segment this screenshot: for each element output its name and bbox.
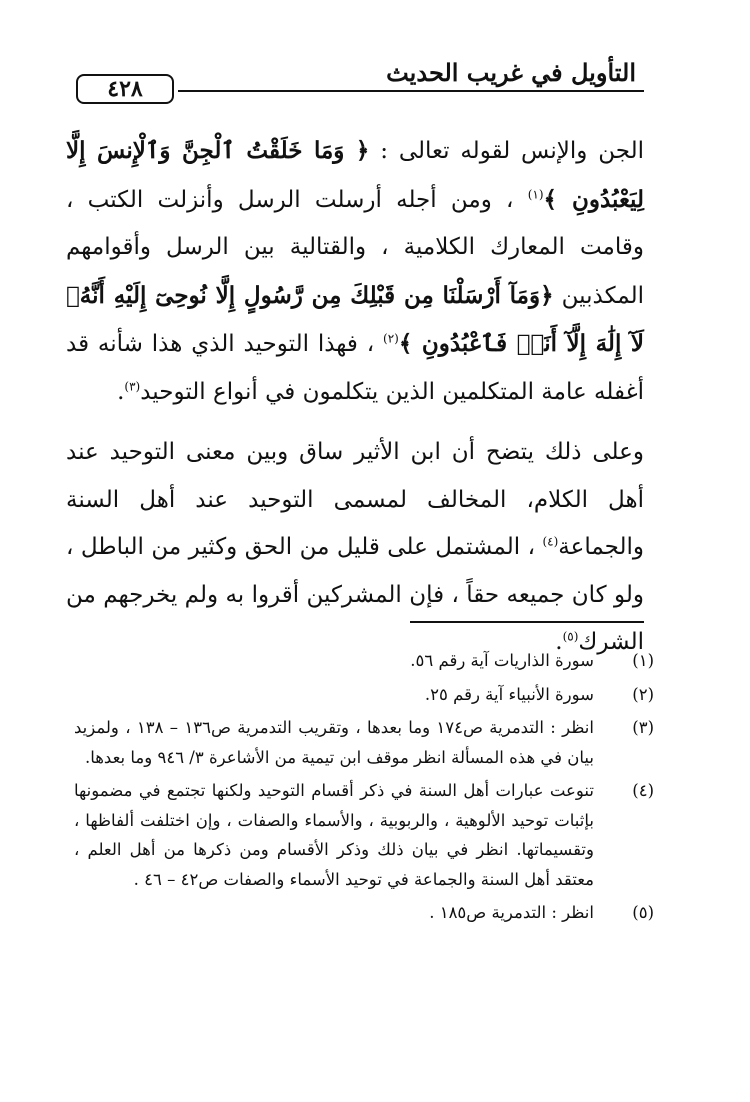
text-span: ، فهذا التوحيد الذي هذا شأنه قد أغفله عامة المتكلمين الذين يتكلمون في أنواع التوحيد (66, 331, 644, 405)
page-number: ٤٢٨ (76, 74, 174, 104)
paragraph-gap (66, 416, 644, 429)
paragraph-2 (66, 429, 644, 667)
footnote-item (74, 898, 654, 928)
footnote-item (74, 713, 654, 772)
text-span: ، المشتمل على قليل من الحق وكثير من الباطل ، ولو كان جميعه حقاً ، فإن المشركين أقروا به ولم يخرجهم من الشرك (66, 534, 644, 655)
footnote-item (74, 646, 654, 676)
footnote-item (74, 680, 654, 710)
footnote-number: (١) (632, 651, 654, 670)
paragraph-1 (66, 127, 644, 416)
footnote-marker: (٤) (542, 534, 559, 549)
quran-verse: ﴿وَمَآ أَرْسَلْنَا مِن قَبْلِكَ مِن رَّسُولٍ إِلَّا نُوحِىٓ إِلَيْهِ أَنَّهُۥ لَآ إِلَٰهَ إِلَّآ أَنَا۠ فَٱعْبُدُونِ ﴾ (66, 281, 644, 357)
book-title: التأويل في غريب الحديث (386, 58, 636, 87)
text-span: . (555, 629, 563, 655)
footnote-text: انظر : التدمرية ص١٧٤ وما بعدها ، وتقريب التدمرية ص١٣٦ – ١٣٨ ، ولمزيد بيان في هذه المسألة انظر موقف ابن تيمية من الأشاعرة ٣/ ٩٤٦ وما بعدها. (74, 718, 594, 767)
page-header (68, 52, 644, 102)
text-span: ، ومن أجله أرسلت الرسل وأنزلت الكتب ، وقامت المعارك الكلامية ، والقتالية بين الرسل وأقوامهم المكذبين (66, 186, 644, 309)
footnote-marker: (٢) (383, 331, 399, 346)
footnote-text: انظر : التدمرية ص١٨٥ . (429, 903, 594, 922)
text-span: الجن والإنس لقوله تعالى : (369, 138, 644, 164)
text-span: . (117, 378, 125, 405)
footnote-marker: (٥) (562, 629, 579, 644)
footnote-text: تنوعت عبارات أهل السنة في ذكر أقسام التوحيد ولكنها تجتمع في مضمونها بإثبات توحيد الألوهية ، والربوبية ، والأسماء والصفات ، وإن اختلفت ألفاظها ، وتقسيماتها. انظر في بيان ذلك وذكر الأقسام ومن ذكرها من أهل العلم ، معتقد أهل السنة والجماعة في توحيد الأسماء والصفات ص٤٢ – ٤٦ . (74, 781, 594, 889)
footnotes (74, 646, 654, 932)
footnote-number: (٥) (632, 903, 654, 922)
footnote-number: (٣) (632, 718, 654, 737)
text-span: وعلى ذلك يتضح أن ابن الأثير ساق وبين معنى التوحيد عند أهل الكلام، المخالف لمسمى التوحيد عند أهل السنة والجماعة (66, 439, 644, 560)
footnote-text: سورة الأنبياء آية رقم ٢٥. (424, 684, 594, 704)
main-text (66, 127, 644, 667)
footnote-marker: (١) (527, 186, 544, 201)
footnote-separator (410, 621, 644, 623)
header-rule (178, 90, 644, 92)
footnote-marker: (٣) (124, 378, 141, 393)
footnote-number: (٢) (632, 684, 654, 704)
footnote-item (74, 776, 654, 894)
quran-verse: ﴿ وَمَا خَلَقْتُ ٱلْجِنَّ وَٱلْإِنسَ إِلَّا لِيَعْبُدُونِ ﴾ (66, 137, 645, 213)
footnote-text: سورة الذاريات آية رقم ٥٦. (410, 651, 594, 670)
footnote-number: (٤) (632, 781, 654, 800)
